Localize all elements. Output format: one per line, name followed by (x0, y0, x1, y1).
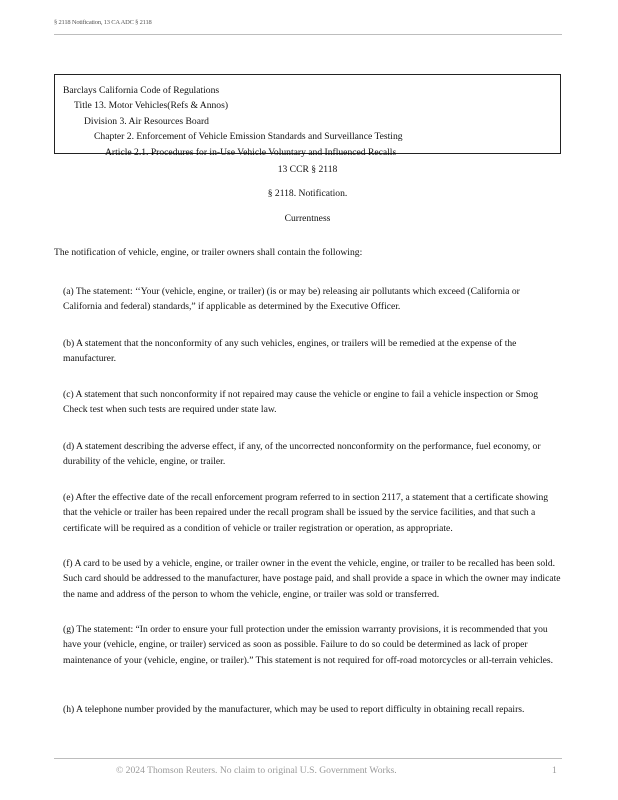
paragraph-h: (h) A telephone number provided by the manufacturer, which may be used to report difficulty in obtaining recall repairs. (63, 704, 525, 715)
paragraph-c: (c) A statement that such nonconformity if not repaired may cause the vehicle or engine to fail a vehicle inspection or Smog Check test when such tests are required under state law. (63, 389, 539, 416)
paragraph-b: (b) A statement that the nonconformity of any such vehicles, engines, or trailers will be remedied at the expense of the manufacturer. (63, 338, 517, 365)
citation: 13 CCR § 2118 (277, 164, 338, 175)
page-number: 1 (552, 765, 557, 776)
hierarchy-article[interactable]: Article 2.1. Procedures for in-Use Vehicle Voluntary and Influenced Recalls (105, 146, 397, 158)
paragraph-g: (g) The statement: “In order to ensure your full protection under the emission warranty provisions, it is recommended that you have your (vehicle, engine, or trailer) serviced as soon as possible. Failure to do so could be determined as lack of proper maintenance of your (vehicle, engine, or trailer).” This statement is not required for off-road motorcycles or all-terrain vehicles. (63, 624, 554, 666)
hierarchy-code[interactable]: Barclays California Code of Regulations (63, 85, 220, 96)
section-title: § 2118. Notification. (267, 188, 348, 199)
intro-text: The notification of vehicle, engine, or trailer owners shall contain the following: (54, 247, 363, 258)
hierarchy-box (54, 74, 561, 158)
running-head: § 2118 Notification, 13 CA ADC § 2118 (54, 19, 152, 26)
paragraph-d: (d) A statement describing the adverse effect, if any, of the uncorrected nonconformity on the performance, fuel economy, or durability of the vehicle, engine, or trailer. (63, 441, 541, 468)
bottom-divider (54, 758, 562, 759)
hierarchy-chapter[interactable]: Chapter 2. Enforcement of Vehicle Emission Standards and Surveillance Testing (94, 131, 403, 143)
currentness-link[interactable]: Currentness (284, 213, 331, 224)
paragraph-e: (e) After the effective date of the recall enforcement program referred to in section 2117, a statement that a certificate showing that the vehicle or trailer has been repaired under the recall program shall be issued by the service facilities, and that such a certificate will be required as a condition of vehicle or trailer registration or operation, as appropriate. (63, 492, 549, 534)
copyright-footer: © 2024 Thomson Reuters. No claim to original U.S. Government Works. (116, 765, 397, 776)
paragraph-f: (f) A card to be used by a vehicle, engine, or trailer owner in the event the vehicle, engine, or trailer to be recalled has been sold. Such card should be addressed to the manufacturer, have postage paid, and shall provide a space in which the owner may indicate the name and address of the person to whom the vehicle, engine, or trailer was sold or transferred. (63, 558, 561, 600)
hierarchy-title[interactable]: Title 13. Motor Vehicles(Refs & Annos) (74, 100, 229, 112)
top-divider (54, 34, 562, 35)
paragraph-a: (a) The statement: ‘‘Your (vehicle, engine, or trailer) (is or may be) releasing air pollutants which exceed (California or California and federal) standards,” if applicable as determined by the Executive Officer. (63, 286, 520, 313)
hierarchy-division[interactable]: Division 3. Air Resources Board (84, 115, 209, 127)
